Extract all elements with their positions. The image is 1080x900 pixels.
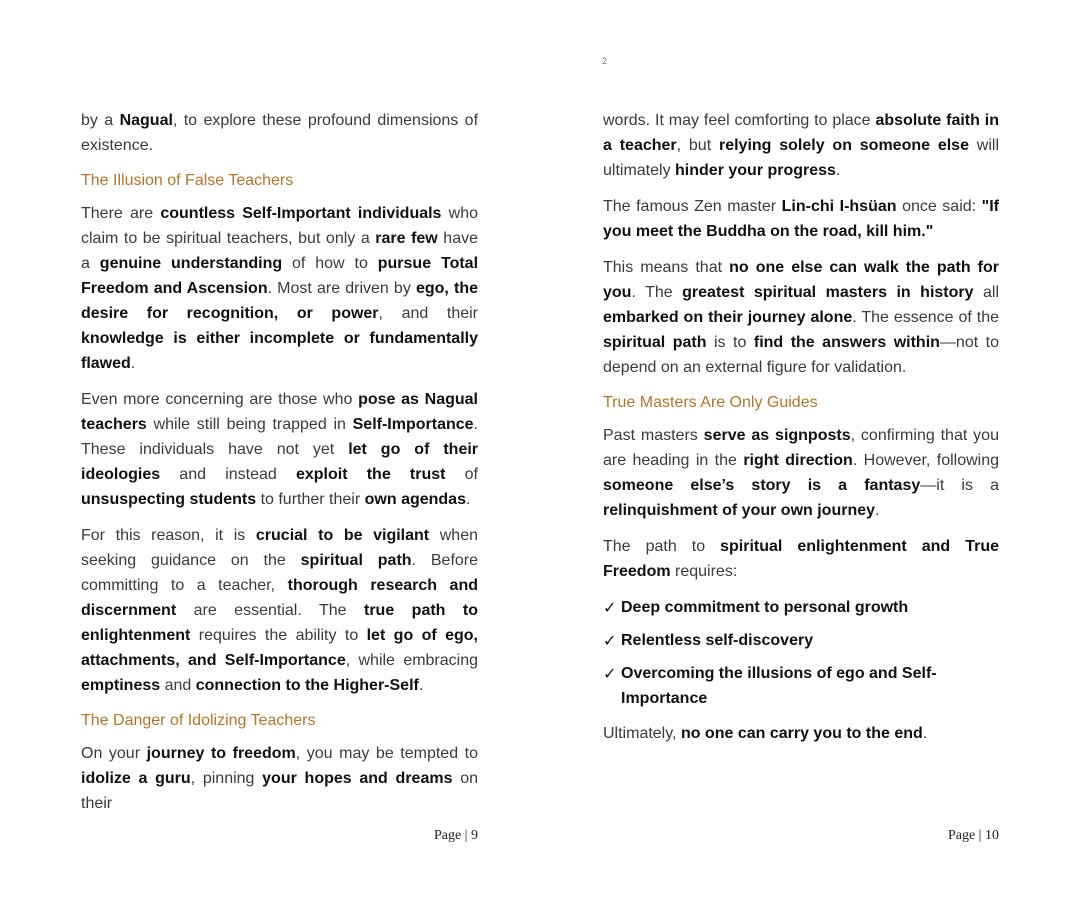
emphasis-text: countless Self-Important individuals (160, 205, 442, 222)
emphasis-text: someone else’s story is a fantasy (603, 477, 921, 494)
emphasis-text: true path to enlightenment (81, 602, 479, 644)
emphasis-text: Self-Importance (352, 416, 474, 433)
emphasis-text: right direction (743, 452, 853, 469)
checklist-item (603, 595, 999, 620)
checklist-item (603, 661, 999, 711)
paragraph (81, 523, 478, 698)
text-run: . Before committing to a teacher, (81, 552, 479, 594)
emphasis-text: spiritual path (603, 334, 707, 351)
text-run: There are (81, 205, 161, 222)
emphasis-text: pursue Total Freedom and Ascension (81, 255, 479, 297)
text-run: words. It may feel comforting to place (603, 112, 876, 129)
checkmark-icon: ✓ (603, 598, 617, 617)
text-run: , you may be tempted to (295, 745, 479, 762)
text-run: . (835, 162, 841, 179)
checklist-item-text: Relentless self-discovery (621, 632, 814, 649)
emphasis-text: ego, the desire for recognition, or power (81, 280, 478, 322)
page-number-left: Page | 9 (433, 828, 478, 843)
emphasis-text: let go of ego, attachments, and Self-Importance (81, 627, 478, 669)
text-run: . (418, 677, 424, 694)
right-page-body (603, 108, 999, 757)
emphasis-text: let go of their ideologies (81, 441, 479, 483)
emphasis-text: connection to the Higher-Self (195, 677, 419, 694)
text-run: . (922, 725, 928, 742)
emphasis-text: pose as Nagual teachers (81, 391, 479, 433)
checklist-item (603, 628, 999, 653)
checkmark-icon: ✓ (603, 631, 617, 650)
text-run: once said: (896, 198, 982, 215)
emphasis-text: no one else can walk the path for you (603, 259, 999, 301)
text-run: by a (81, 112, 120, 129)
left-page-body (81, 108, 478, 827)
emphasis-text: spiritual path (300, 552, 412, 569)
text-run: This means that (603, 259, 730, 276)
paragraph (603, 423, 999, 523)
emphasis-text: hinder your progress (675, 162, 836, 179)
text-run: . The (631, 284, 683, 301)
page-number-right: Page | 10 (947, 828, 999, 843)
emphasis-text: journey to freedom (146, 745, 296, 762)
emphasis-text: absolute faith in a teacher (603, 112, 1000, 154)
text-run: to further their (256, 491, 365, 508)
text-run: , confirming that you are heading in the (603, 427, 999, 469)
text-run: On your (81, 745, 147, 762)
text-run: The famous Zen master (603, 198, 782, 215)
text-run: —it is a (920, 477, 1000, 494)
emphasis-text: unsuspecting students (81, 491, 257, 508)
text-run: . The essence of the (852, 309, 1000, 326)
section-heading: The Danger of Idolizing Teachers (81, 712, 316, 729)
text-run: . (465, 491, 471, 508)
text-run: Even more concerning are those who (81, 391, 359, 408)
emphasis-text: your hopes and dreams (262, 770, 453, 787)
text-run: and instead (160, 466, 296, 483)
right-page (540, 0, 1080, 900)
checkmark-icon: ✓ (603, 664, 617, 683)
section-heading: True Masters Are Only Guides (603, 394, 818, 411)
text-run: . Most are driven by (267, 280, 416, 297)
text-run: —not to depend on an external figure for validation. (603, 334, 999, 376)
text-run: , but (676, 137, 719, 154)
emphasis-text: greatest spiritual masters in history (682, 284, 974, 301)
text-run: while still being trapped in (146, 416, 353, 433)
text-run: . (875, 502, 880, 519)
paragraph (81, 387, 478, 512)
text-run: when seeking guidance on the (81, 527, 478, 569)
text-run: is to (706, 334, 754, 351)
text-run: of how to (282, 255, 378, 272)
requirements-checklist (603, 595, 999, 711)
text-run: on their (81, 770, 478, 812)
paragraph (603, 721, 999, 746)
emphasis-text: Lin-chi I-hsüan (781, 198, 897, 215)
checklist-item-text: Overcoming the illusions of ego and Self-Importance (621, 665, 937, 707)
emphasis-text: relying solely on someone else (718, 137, 969, 154)
text-run: are essential. The (176, 602, 364, 619)
emphasis-text: genuine understanding (99, 255, 283, 272)
text-run: Past masters (603, 427, 704, 444)
emphasis-text: find the answers within (753, 334, 940, 351)
text-run: all (973, 284, 1000, 301)
paragraph (81, 201, 478, 376)
emphasis-text: emptiness (81, 677, 161, 694)
emphasis-text: relinquishment of your own journey (603, 502, 876, 519)
emphasis-text: thorough research and discernment (81, 577, 479, 619)
text-run: , to explore these profound dimensions of existence. (81, 112, 479, 154)
text-run: requires: (670, 563, 738, 580)
paragraph (603, 255, 999, 380)
text-run: For this reason, it is (81, 527, 256, 544)
emphasis-text: rare few (375, 230, 438, 247)
text-run: Ultimately, (603, 725, 681, 742)
text-run: who claim to be spiritual teachers, but only a (81, 205, 479, 247)
checklist-item-text: Deep commitment to personal growth (621, 599, 909, 616)
paragraph (603, 534, 999, 584)
paragraph (603, 108, 999, 183)
section-heading: The Illusion of False Teachers (81, 172, 294, 189)
text-run: of (445, 466, 478, 483)
text-run: . However, following (852, 452, 1000, 469)
text-run: The path to (603, 538, 721, 555)
paragraph (81, 741, 478, 816)
text-run: . These individuals have not yet (81, 416, 478, 458)
text-run: , pinning (190, 770, 263, 787)
text-run: . (130, 355, 136, 372)
emphasis-text: knowledge is either incomplete or fundamentally flawed (81, 330, 478, 372)
emphasis-text: own agendas (364, 491, 466, 508)
text-run: requires the ability to (190, 627, 367, 644)
text-run: will ultimately (603, 137, 1000, 179)
text-run: , and their (378, 305, 479, 322)
emphasis-text: serve as signposts (703, 427, 851, 444)
emphasis-text: spiritual enlightenment and True Freedom (603, 538, 999, 580)
header-mark: 2 (602, 56, 608, 66)
emphasis-text: "If you meet the Buddha on the road, kill him." (603, 198, 999, 240)
emphasis-text: crucial to be vigilant (255, 527, 430, 544)
emphasis-text: Nagual (119, 112, 173, 129)
text-run: have a (81, 230, 478, 272)
emphasis-text: idolize a guru (81, 770, 191, 787)
emphasis-text: no one can carry you to the end (680, 725, 923, 742)
paragraph (81, 108, 478, 158)
emphasis-text: embarked on their journey alone (603, 309, 853, 326)
text-run: and (160, 677, 196, 694)
emphasis-text: exploit the trust (295, 466, 446, 483)
paragraph (603, 194, 999, 244)
text-run: , while embracing (345, 652, 478, 669)
